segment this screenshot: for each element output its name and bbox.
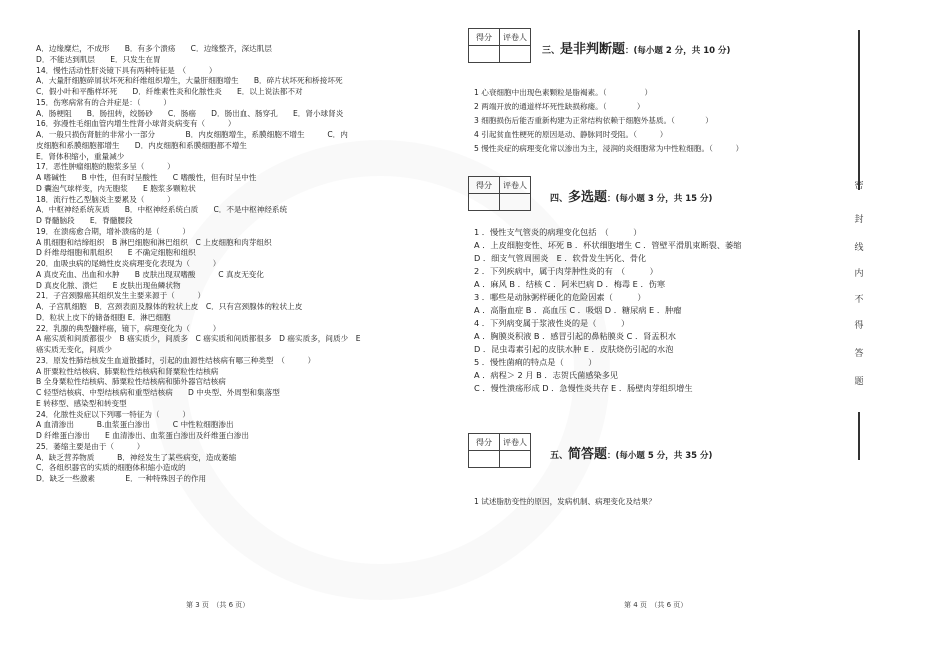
seal-char: 内 [854, 269, 864, 279]
question-item: 3 细胞损伤后能否重新构建为正常结构依赖于细胞外基质。（ ） [474, 116, 713, 125]
grader-cell[interactable] [500, 194, 531, 211]
right-page-number: 第 4 页 （共 6 页） [624, 601, 688, 609]
question-line: A．边缘糜烂，不成形 B．有多个溃疡 C．边缘整齐，深达肌层 [36, 44, 272, 53]
question-line: D．缺乏一些激素 E．一种特殊因子的作用 [36, 474, 207, 483]
question-line: A 血清渗出 B.血浆蛋白渗出 C 中性粒细胞渗出 [36, 420, 234, 430]
score-box-section-5 [468, 433, 531, 468]
question-item: C ．慢性溃疡形成 D ．急慢性炎共存 E ．肠壁肉芽组织增生 [474, 383, 693, 393]
question-item: 1 ．慢性支气管炎的病理变化包括 （ ） [474, 227, 642, 237]
question-item: 4 引起贫血性梗死的原因是动、静脉同时受阻。（ ） [474, 130, 668, 139]
question-line: A 癌实质和间质都很少 B 癌实质少，间质多 C 癌实质和间质都很多 D 癌实质多，间质少 E [36, 334, 361, 344]
question-line: 22．乳腺的典型髓样癌，镜下，病理变化为（ ） [36, 323, 221, 333]
question-line: 23．原发性肺结核发生血道散播时，引起的血源性结核病有哪三种类型 （ ） [36, 355, 316, 365]
score-cell[interactable] [469, 451, 500, 468]
question-item: 1 试述脂肪变性的原因，发病机制、病理变化及结果？ [474, 497, 656, 506]
question-line: D 纤维蛋白渗出 E 血清渗出、血浆蛋白渗出及纤维蛋白渗出 [36, 431, 249, 440]
question-line: 24．化脓性炎症以下列哪一特征为（ ） [36, 409, 190, 419]
question-line: E．肾体积缩小，重量减少 [36, 151, 125, 161]
question-item: 4 ．下列病变属于浆液性炎的是（ ） [474, 318, 630, 328]
question-item: A ．麻风 B ．结核 C ．阿米巴病 D ．梅毒 E ．伤寒 [474, 279, 666, 289]
question-line: 癌实质无变化，间质少 [36, 345, 112, 354]
question-line: A．一般只损伤肾脏的非常小一部分 B．内皮细胞增生，系膜细胞不增生 C．内 [36, 130, 348, 139]
question-line: A．子宫肌细胞 B．宫颈表面及腺体的粒状上皮 C．只有宫颈腺体的粒状上皮 [36, 302, 303, 311]
seal-char: 得 [854, 321, 864, 331]
score-cell[interactable] [469, 46, 500, 63]
question-line: C 轻型结核病、中型结核病和重型结核病 D 中央型、外周型和集落型 [36, 388, 280, 397]
seal-char: 不 [854, 295, 864, 305]
seal-char: 题 [854, 377, 864, 387]
question-line: 25．萎缩主要是由于（ ） [36, 441, 145, 451]
seal-line [852, 30, 866, 460]
question-item: A ．胸膜炎积液 B ．感冒引起的鼻粘膜炎 C ．肾盂积水 [474, 331, 676, 341]
question-item: A ．病程＞ 2 月 B ．志贺氏菌感染多见 [474, 370, 619, 380]
question-item: D ．昆虫毒素引起的皮肤水肿 E ．皮肤烧伤引起的水泡 [474, 344, 674, 354]
question-item: D ．细支气管周围炎 E ．软骨发生钙化、骨化 [474, 253, 647, 263]
question-line: A．肠梗阻 B．肠扭转，绞肠砂 C．肠癌 D．肠出血、肠穿孔 E．肾小球肾炎 [36, 108, 344, 118]
section-4-title: 四、多选题：(每小题 3 分，共 15 分) [550, 190, 713, 205]
score-cell[interactable] [469, 194, 500, 211]
question-line: D．不能达到肌层 E．只发生在胃 [36, 54, 161, 64]
question-line: D 囊泡气球样变，内无胞浆 E 胞浆多颗粒状 [36, 183, 196, 193]
question-line: 17．恶性肿瘤细胞的胞浆多呈（ ） [36, 162, 175, 172]
left-question-column [36, 44, 456, 485]
question-line: A 真皮充血、出血和水肿 B 皮肤出现双嗜酸 C 真皮无变化 [36, 269, 264, 279]
grader-cell[interactable] [500, 451, 531, 468]
score-label: 得分 [469, 29, 500, 46]
seal-char: 密 [854, 181, 864, 191]
question-line: D 真皮化脓、溃烂 E 皮肤出现鱼鳞状物 [36, 280, 181, 290]
grader-label: 评卷人 [500, 29, 531, 46]
question-line: D 脊髓脑段 E．脊髓腰段 [36, 216, 133, 225]
question-line: A 肝粟粒性结核病、肺粟粒性结核病和肾粟粒性结核病 [36, 366, 219, 376]
question-item: 2 ．下列疾病中，属于肉芽肿性炎的有 （ ） [474, 266, 658, 276]
question-item: 5 慢性炎症的病理变化常以渗出为主，浸润的炎细胞常为中性粒细胞。（ ） [474, 144, 744, 153]
score-label: 得分 [469, 434, 500, 451]
question-line: 18．流行性乙型脑炎主要累及（ ） [36, 194, 175, 204]
question-line: 19．在溃疡愈合期，增补溃疡的是（ ） [36, 226, 190, 236]
seal-char: 封 [854, 215, 864, 225]
question-line: 15．伤寒病常有的合并症是：（ ） [36, 97, 171, 107]
left-page-number: 第 3 页 （共 6 页） [186, 601, 250, 609]
section-3-title: 三、是非判断题：(每小题 2 分，共 10 分) [542, 42, 731, 57]
question-line: A 肌细胞和结缔组织 B 淋巴细胞和淋巴组织 C 上皮细胞和肉芽组织 [36, 237, 272, 247]
grader-label: 评卷人 [500, 177, 531, 194]
question-item: A ．高脂血症 B ．高血压 C ．吸烟 D ．糖尿病 E ．肿瘤 [474, 305, 682, 315]
score-box-section-3 [468, 28, 531, 63]
question-line: A．缺乏营养物质 B．神经发生了某些病变，造成萎缩 [36, 452, 237, 462]
question-line: D 纤维母细胞和肌组织 E 不确定细胞和组织 [36, 248, 196, 258]
score-label: 得分 [469, 177, 500, 194]
seal-char: 线 [854, 243, 864, 253]
question-line: B 全身粟粒性结核病、肺粟粒性结核病和肺外器官结核病 [36, 377, 226, 387]
question-line: C．假小叶和平酯样坏死 D．纤维素性炎和化脓性炎 E．以上说法都不对 [36, 87, 303, 96]
question-item: 1 心衰细胞中出现色素颗粒是脂褐素。（ ） [474, 88, 653, 97]
seal-char: 答 [854, 349, 864, 359]
question-line: 16．弥漫性毛细血管内增生性肾小球肾炎病变有（ ） [36, 119, 236, 129]
question-item: 3 ．哪些是动脉粥样硬化的危险因素（ ） [474, 292, 646, 302]
question-line: E 转移型、感染型和转变型 [36, 398, 127, 408]
question-line: 皮细胞和系膜细胞都增生 D．内皮细胞和系膜细胞都不增生 [36, 140, 247, 150]
question-line: A．大量肝细胞碎屑状坏死和纤维组织增生，大量肝细胞增生 B．碎片状坏死和桥接坏死 [36, 76, 343, 86]
question-item: 5 ．慢性菌痢的特点是（ ） [474, 357, 597, 367]
question-item: A ．上皮细胞变性、坏死 B ．杯状细胞增生 C ．管壁平滑肌束断裂、萎缩 [474, 240, 742, 250]
question-item: 2 两端开放的通道样坏死性缺损称瘘。（ ） [474, 102, 645, 111]
seal-bar [858, 412, 860, 460]
question-line: D．粒状上皮下的储备细胞 E．淋巴细胞 [36, 312, 171, 322]
question-line: A 嗜碱性 B 中性，但有时呈酸性 C 嗜酸性，但有时呈中性 [36, 173, 257, 182]
question-line: A．中枢神经系统灰质 B．中枢神经系统白质 C．不是中枢神经系统 [36, 205, 288, 215]
seal-bar [858, 30, 860, 190]
question-line: 14．慢性活动性肝炎镜下具有两种特征是 （ ） [36, 65, 217, 75]
grader-label: 评卷人 [500, 434, 531, 451]
score-box-section-4 [468, 176, 531, 211]
section-5-title: 五、简答题：(每小题 5 分，共 35 分) [550, 447, 713, 462]
question-line: 20．血吸虫病的尾蚴性皮炎病理变化表现为（ ） [36, 259, 221, 268]
question-line: 21．子宫颈腺癌其组织发生主要来源于（ ） [36, 291, 206, 301]
grader-cell[interactable] [500, 46, 531, 63]
question-line: C．各组织器官的实质的细胞体积缩小造成的 [36, 463, 186, 473]
